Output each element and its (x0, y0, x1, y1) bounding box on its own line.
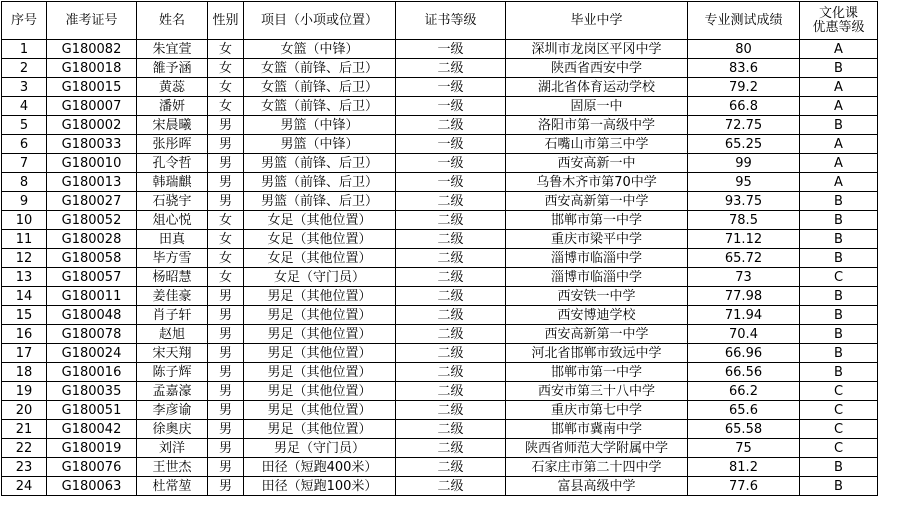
cell-event: 女篮（中锋） (244, 40, 396, 59)
cell-index: 7 (2, 154, 47, 173)
header-high-school: 毕业中学 (506, 2, 688, 40)
table-row (2, 154, 878, 173)
cell-high-school: 陕西省师范大学附属中学 (506, 439, 688, 458)
cell-certificate-level: 二级 (396, 420, 506, 439)
table-container (1, 1, 878, 496)
cell-name: 韩瑞麒 (137, 173, 208, 192)
cell-certificate-level: 一级 (396, 173, 506, 192)
cell-name: 王世杰 (137, 458, 208, 477)
cell-exam-id: G180035 (47, 382, 137, 401)
cell-gender: 女 (208, 249, 244, 268)
cell-test-score: 66.8 (688, 97, 800, 116)
table-row (2, 420, 878, 439)
cell-gender: 男 (208, 325, 244, 344)
cell-test-score: 80 (688, 40, 800, 59)
cell-preference-level: A (800, 154, 878, 173)
header-name: 姓名 (137, 2, 208, 40)
cell-exam-id: G180033 (47, 135, 137, 154)
cell-gender: 男 (208, 477, 244, 496)
cell-name: 黄蕊 (137, 78, 208, 97)
cell-event: 男足（其他位置） (244, 420, 396, 439)
cell-high-school: 邯郸市第一中学 (506, 211, 688, 230)
cell-name: 李彦谕 (137, 401, 208, 420)
cell-exam-id: G180027 (47, 192, 137, 211)
cell-gender: 男 (208, 344, 244, 363)
cell-exam-id: G180018 (47, 59, 137, 78)
cell-gender: 男 (208, 458, 244, 477)
header-gender: 性别 (208, 2, 244, 40)
cell-event: 男足（守门员） (244, 439, 396, 458)
cell-name: 潘妍 (137, 97, 208, 116)
cell-high-school: 石嘴山市第三中学 (506, 135, 688, 154)
cell-name: 张彤晖 (137, 135, 208, 154)
cell-certificate-level: 二级 (396, 211, 506, 230)
cell-index: 13 (2, 268, 47, 287)
cell-preference-level: B (800, 363, 878, 382)
cell-gender: 女 (208, 97, 244, 116)
table-row (2, 192, 878, 211)
table-row (2, 439, 878, 458)
table-row (2, 211, 878, 230)
cell-high-school: 淄博市临淄中学 (506, 268, 688, 287)
cell-name: 雒予涵 (137, 59, 208, 78)
cell-certificate-level: 二级 (396, 116, 506, 135)
cell-test-score: 71.12 (688, 230, 800, 249)
table-header-row (2, 2, 878, 40)
cell-exam-id: G180002 (47, 116, 137, 135)
cell-test-score: 73 (688, 268, 800, 287)
cell-preference-level: B (800, 211, 878, 230)
header-preference-level-text: 文化课 优惠等级 (812, 5, 865, 35)
cell-index: 2 (2, 59, 47, 78)
cell-preference-level: B (800, 306, 878, 325)
cell-index: 21 (2, 420, 47, 439)
cell-test-score: 65.58 (688, 420, 800, 439)
cell-preference-level: B (800, 59, 878, 78)
cell-preference-level: B (800, 116, 878, 135)
cell-test-score: 75 (688, 439, 800, 458)
cell-index: 12 (2, 249, 47, 268)
cell-gender: 女 (208, 78, 244, 97)
cell-exam-id: G180024 (47, 344, 137, 363)
cell-high-school: 陕西省西安中学 (506, 59, 688, 78)
table-row (2, 135, 878, 154)
cell-exam-id: G180042 (47, 420, 137, 439)
cell-test-score: 78.5 (688, 211, 800, 230)
cell-gender: 男 (208, 363, 244, 382)
cell-index: 23 (2, 458, 47, 477)
table-row (2, 230, 878, 249)
cell-index: 6 (2, 135, 47, 154)
cell-index: 11 (2, 230, 47, 249)
cell-gender: 女 (208, 211, 244, 230)
cell-index: 3 (2, 78, 47, 97)
cell-certificate-level: 二级 (396, 458, 506, 477)
cell-high-school: 湖北省体育运动学校 (506, 78, 688, 97)
cell-gender: 女 (208, 59, 244, 78)
cell-certificate-level: 二级 (396, 192, 506, 211)
cell-certificate-level: 二级 (396, 401, 506, 420)
cell-event: 男足（其他位置） (244, 401, 396, 420)
cell-certificate-level: 二级 (396, 477, 506, 496)
table-row (2, 363, 878, 382)
cell-event: 女足（其他位置） (244, 230, 396, 249)
cell-certificate-level: 二级 (396, 382, 506, 401)
header-index: 序号 (2, 2, 47, 40)
cell-certificate-level: 一级 (396, 135, 506, 154)
cell-index: 18 (2, 363, 47, 382)
cell-test-score: 72.75 (688, 116, 800, 135)
cell-high-school: 河北省邯郸市致远中学 (506, 344, 688, 363)
cell-exam-id: G180052 (47, 211, 137, 230)
table-row (2, 477, 878, 496)
table-row (2, 287, 878, 306)
cell-index: 19 (2, 382, 47, 401)
cell-name: 赵旭 (137, 325, 208, 344)
cell-gender: 女 (208, 230, 244, 249)
table-row (2, 173, 878, 192)
cell-high-school: 邯郸市冀南中学 (506, 420, 688, 439)
cell-index: 5 (2, 116, 47, 135)
cell-high-school: 西安博迪学校 (506, 306, 688, 325)
cell-event: 女篮（前锋、后卫） (244, 59, 396, 78)
cell-test-score: 81.2 (688, 458, 800, 477)
cell-event: 男篮（前锋、后卫） (244, 192, 396, 211)
cell-high-school: 重庆市梁平中学 (506, 230, 688, 249)
cell-name: 俎心悦 (137, 211, 208, 230)
cell-preference-level: A (800, 173, 878, 192)
cell-test-score: 77.98 (688, 287, 800, 306)
cell-event: 女足（守门员） (244, 268, 396, 287)
cell-name: 姜佳豪 (137, 287, 208, 306)
cell-exam-id: G180051 (47, 401, 137, 420)
table-row (2, 116, 878, 135)
cell-preference-level: C (800, 420, 878, 439)
cell-high-school: 西安高新第一中学 (506, 192, 688, 211)
cell-test-score: 79.2 (688, 78, 800, 97)
cell-name: 孟嘉濠 (137, 382, 208, 401)
cell-preference-level: B (800, 344, 878, 363)
cell-gender: 男 (208, 401, 244, 420)
cell-index: 20 (2, 401, 47, 420)
header-test-score: 专业测试成绩 (688, 2, 800, 40)
header-preference-level (800, 2, 878, 40)
cell-certificate-level: 二级 (396, 363, 506, 382)
cell-exam-id: G180019 (47, 439, 137, 458)
cell-gender: 男 (208, 420, 244, 439)
cell-event: 女篮（前锋、后卫） (244, 97, 396, 116)
table-row (2, 40, 878, 59)
table-row (2, 401, 878, 420)
cell-exam-id: G180078 (47, 325, 137, 344)
cell-gender: 男 (208, 287, 244, 306)
cell-name: 陈子辉 (137, 363, 208, 382)
cell-test-score: 65.25 (688, 135, 800, 154)
cell-preference-level: C (800, 439, 878, 458)
cell-name: 孔令哲 (137, 154, 208, 173)
cell-preference-level: B (800, 287, 878, 306)
cell-event: 男足（其他位置） (244, 325, 396, 344)
cell-index: 1 (2, 40, 47, 59)
cell-event: 男篮（前锋、后卫） (244, 173, 396, 192)
cell-name: 毕方雪 (137, 249, 208, 268)
cell-exam-id: G180016 (47, 363, 137, 382)
cell-exam-id: G180007 (47, 97, 137, 116)
cell-name: 宋天翔 (137, 344, 208, 363)
cell-event: 男篮（前锋、后卫） (244, 154, 396, 173)
cell-high-school: 淄博市临淄中学 (506, 249, 688, 268)
cell-event: 男足（其他位置） (244, 306, 396, 325)
cell-test-score: 83.6 (688, 59, 800, 78)
cell-test-score: 99 (688, 154, 800, 173)
cell-high-school: 固原一中 (506, 97, 688, 116)
cell-high-school: 重庆市第七中学 (506, 401, 688, 420)
cell-high-school: 深圳市龙岗区平冈中学 (506, 40, 688, 59)
cell-certificate-level: 二级 (396, 230, 506, 249)
cell-preference-level: A (800, 135, 878, 154)
cell-event: 男足（其他位置） (244, 287, 396, 306)
cell-gender: 男 (208, 439, 244, 458)
cell-certificate-level: 二级 (396, 325, 506, 344)
cell-gender: 男 (208, 135, 244, 154)
cell-event: 男篮（中锋） (244, 116, 396, 135)
cell-name: 杜常堃 (137, 477, 208, 496)
cell-exam-id: G180011 (47, 287, 137, 306)
cell-high-school: 邯郸市第一中学 (506, 363, 688, 382)
cell-exam-id: G180013 (47, 173, 137, 192)
cell-index: 22 (2, 439, 47, 458)
cell-preference-level: B (800, 477, 878, 496)
cell-exam-id: G180028 (47, 230, 137, 249)
cell-gender: 男 (208, 306, 244, 325)
cell-preference-level: B (800, 249, 878, 268)
cell-certificate-level: 二级 (396, 249, 506, 268)
cell-name: 石骁宇 (137, 192, 208, 211)
cell-certificate-level: 二级 (396, 59, 506, 78)
cell-name: 刘洋 (137, 439, 208, 458)
cell-exam-id: G180057 (47, 268, 137, 287)
cell-high-school: 西安高新第一中学 (506, 325, 688, 344)
cell-event: 男足（其他位置） (244, 363, 396, 382)
cell-certificate-level: 二级 (396, 268, 506, 287)
cell-test-score: 71.94 (688, 306, 800, 325)
cell-high-school: 西安高新一中 (506, 154, 688, 173)
cell-preference-level: A (800, 40, 878, 59)
cell-certificate-level: 一级 (396, 40, 506, 59)
cell-high-school: 西安市第三十八中学 (506, 382, 688, 401)
cell-exam-id: G180063 (47, 477, 137, 496)
table-body (2, 40, 878, 496)
cell-certificate-level: 二级 (396, 439, 506, 458)
cell-certificate-level: 一级 (396, 154, 506, 173)
cell-event: 男足（其他位置） (244, 344, 396, 363)
cell-index: 8 (2, 173, 47, 192)
table-row (2, 344, 878, 363)
cell-event: 女足（其他位置） (244, 249, 396, 268)
cell-exam-id: G180010 (47, 154, 137, 173)
cell-preference-level: C (800, 382, 878, 401)
cell-index: 16 (2, 325, 47, 344)
cell-index: 9 (2, 192, 47, 211)
cell-name: 田真 (137, 230, 208, 249)
cell-preference-level: A (800, 78, 878, 97)
cell-event: 田径（短跑100米） (244, 477, 396, 496)
cell-preference-level: A (800, 97, 878, 116)
cell-gender: 女 (208, 40, 244, 59)
table-row (2, 268, 878, 287)
cell-high-school: 石家庄市第二十四中学 (506, 458, 688, 477)
cell-exam-id: G180076 (47, 458, 137, 477)
cell-index: 14 (2, 287, 47, 306)
cell-preference-level: C (800, 401, 878, 420)
results-table (1, 1, 878, 496)
cell-event: 男足（其他位置） (244, 382, 396, 401)
cell-index: 4 (2, 97, 47, 116)
header-certificate-level: 证书等级 (396, 2, 506, 40)
cell-index: 10 (2, 211, 47, 230)
cell-test-score: 77.6 (688, 477, 800, 496)
cell-gender: 男 (208, 154, 244, 173)
cell-test-score: 70.4 (688, 325, 800, 344)
cell-preference-level: B (800, 192, 878, 211)
cell-event: 女足（其他位置） (244, 211, 396, 230)
cell-certificate-level: 一级 (396, 97, 506, 116)
cell-high-school: 洛阳市第一高级中学 (506, 116, 688, 135)
cell-name: 朱宜萱 (137, 40, 208, 59)
cell-certificate-level: 一级 (396, 78, 506, 97)
cell-exam-id: G180048 (47, 306, 137, 325)
cell-certificate-level: 二级 (396, 344, 506, 363)
cell-event: 田径（短跑400米） (244, 458, 396, 477)
cell-exam-id: G180015 (47, 78, 137, 97)
cell-test-score: 95 (688, 173, 800, 192)
cell-exam-id: G180058 (47, 249, 137, 268)
cell-name: 杨昭慧 (137, 268, 208, 287)
cell-test-score: 66.56 (688, 363, 800, 382)
table-row (2, 306, 878, 325)
cell-preference-level: B (800, 325, 878, 344)
cell-preference-level: C (800, 268, 878, 287)
cell-event: 女篮（前锋、后卫） (244, 78, 396, 97)
cell-test-score: 65.72 (688, 249, 800, 268)
cell-certificate-level: 二级 (396, 306, 506, 325)
cell-certificate-level: 二级 (396, 287, 506, 306)
cell-name: 徐奥庆 (137, 420, 208, 439)
cell-preference-level: B (800, 458, 878, 477)
cell-gender: 男 (208, 382, 244, 401)
cell-gender: 男 (208, 192, 244, 211)
cell-test-score: 65.6 (688, 401, 800, 420)
cell-test-score: 66.2 (688, 382, 800, 401)
cell-high-school: 富县高级中学 (506, 477, 688, 496)
cell-test-score: 93.75 (688, 192, 800, 211)
cell-high-school: 西安铁一中学 (506, 287, 688, 306)
table-row (2, 97, 878, 116)
cell-test-score: 66.96 (688, 344, 800, 363)
table-row (2, 382, 878, 401)
header-event: 项目（小项或位置） (244, 2, 396, 40)
cell-name: 肖子轩 (137, 306, 208, 325)
table-row (2, 249, 878, 268)
cell-event: 男篮（中锋） (244, 135, 396, 154)
cell-high-school: 乌鲁木齐市第70中学 (506, 173, 688, 192)
table-row (2, 458, 878, 477)
header-exam-id: 准考证号 (47, 2, 137, 40)
table-row (2, 59, 878, 78)
cell-exam-id: G180082 (47, 40, 137, 59)
cell-index: 24 (2, 477, 47, 496)
cell-index: 15 (2, 306, 47, 325)
cell-gender: 男 (208, 116, 244, 135)
cell-gender: 男 (208, 173, 244, 192)
cell-name: 宋晨曦 (137, 116, 208, 135)
cell-gender: 女 (208, 268, 244, 287)
cell-index: 17 (2, 344, 47, 363)
cell-preference-level: B (800, 230, 878, 249)
table-row (2, 325, 878, 344)
table-row (2, 78, 878, 97)
